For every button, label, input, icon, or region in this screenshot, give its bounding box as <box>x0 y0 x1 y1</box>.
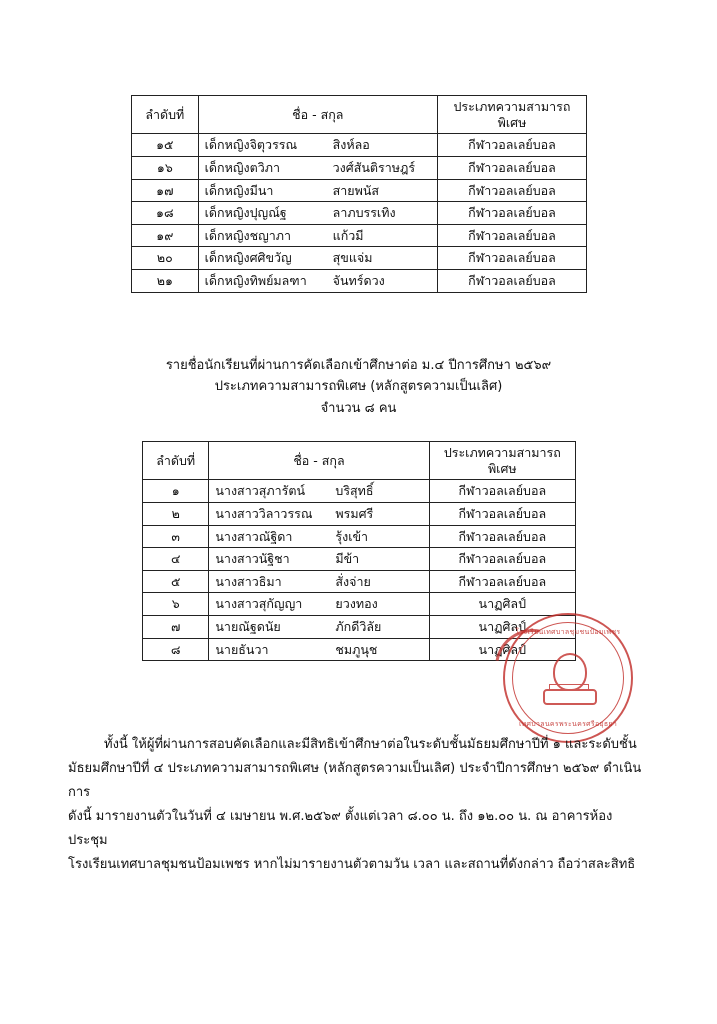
cell-lastname: ยวงทอง <box>335 596 378 612</box>
cell-order: ๑๖ <box>132 156 199 179</box>
cell-lastname: สุขแจ่ม <box>332 250 373 266</box>
cell-lastname: ชมภูนุช <box>335 641 378 657</box>
cell-firstname: เด็กหญิงตวิภา <box>204 159 281 175</box>
table-row <box>143 570 576 593</box>
cell-skill: นาฏศิลป์ <box>429 593 575 616</box>
footer-line-3: ดังนี้ มารายงานตัวในวันที่ ๔ เมษายน พ.ศ.๒๕๖๙ ตั้งแต่เวลา ๘.๐๐ น. ถึง ๑๒.๐๐ น. ณ อาคารห้องประชุม <box>68 809 613 849</box>
table-row <box>132 224 587 247</box>
cell-name <box>198 202 437 225</box>
cell-name <box>198 247 437 270</box>
table-row <box>132 179 587 202</box>
table-row <box>143 593 576 616</box>
cell-lastname: บริสุทธิ์ <box>335 483 374 499</box>
cell-lastname: ลาภบรรเทิง <box>332 205 396 221</box>
cell-order: ๓ <box>143 525 209 548</box>
table-header-row <box>132 96 587 134</box>
cell-firstname: เด็กหญิงปุญณ์ฐ <box>204 205 287 221</box>
cell-firstname: เด็กหญิงศศิขวัญ <box>204 250 292 266</box>
cell-name <box>209 525 429 548</box>
cell-skill: นาฏศิลป์ <box>429 616 575 639</box>
cell-firstname: นายธันวา <box>215 641 269 657</box>
cell-order: ๒ <box>143 502 209 525</box>
cell-firstname: เด็กหญิงจิตุวรรณ <box>204 137 298 153</box>
cell-firstname: นางสาวธิมา <box>215 573 282 589</box>
cell-firstname: เด็กหญิงชญาภา <box>204 227 292 243</box>
table-row <box>132 270 587 293</box>
cell-order: ๘ <box>143 638 209 661</box>
section-heading <box>0 355 717 419</box>
cell-name <box>198 270 437 293</box>
footer-line-1 <box>68 733 648 757</box>
cell-name <box>209 548 429 571</box>
table-row <box>132 202 587 225</box>
students-table-m4-container <box>142 441 576 661</box>
cell-lastname: สิงห์ลอ <box>332 137 370 153</box>
cell-firstname: เด็กหญิงทิพย์มลฑา <box>204 273 307 288</box>
cell-skill: กีฬาวอลเลย์บอล <box>437 134 586 157</box>
heading-line-3: จำนวน ๘ คน <box>320 400 397 416</box>
cell-order: ๒๐ <box>132 247 199 270</box>
cell-lastname: วงศ์สันติราษฎร์ <box>332 159 416 175</box>
header-name: ชื่อ - สกุล <box>198 96 437 134</box>
cell-order: ๑๘ <box>132 202 199 225</box>
header-order: ลำดับที่ <box>143 442 209 480</box>
cell-lastname: มีข้า <box>335 551 360 567</box>
table-row <box>143 616 576 639</box>
table-header-row <box>143 442 576 480</box>
cell-name <box>209 502 429 525</box>
footer-line-4: โรงเรียนเทศบาลชุมชนป้อมเพชร หากไม่มารายงานตัวตามวัน เวลา และสถานที่ดังกล่าว ถือว่าสละสิทธิ <box>68 857 636 873</box>
cell-name <box>198 179 437 202</box>
table-row <box>143 480 576 503</box>
cell-order: ๑๗ <box>132 179 199 202</box>
cell-order: ๒๑ <box>132 270 199 293</box>
table-row <box>143 502 576 525</box>
cell-skill: กีฬาวอลเลย์บอล <box>429 525 575 548</box>
cell-skill: กีฬาวอลเลย์บอล <box>437 202 586 225</box>
cell-skill: กีฬาวอลเลย์บอล <box>437 156 586 179</box>
cell-name <box>209 480 429 503</box>
cell-skill: กีฬาวอลเลย์บอล <box>437 247 586 270</box>
cell-skill: กีฬาวอลเลย์บอล <box>429 548 575 571</box>
students-table-m1-container <box>131 95 587 293</box>
cell-skill: กีฬาวอลเลย์บอล <box>429 570 575 593</box>
table-row <box>143 548 576 571</box>
cell-order: ๕ <box>143 570 209 593</box>
cell-lastname: สั่งจ่าย <box>335 573 371 589</box>
header-skill: ประเภทความสามารถพิเศษ <box>429 442 575 480</box>
cell-name <box>209 616 429 639</box>
cell-firstname: นายณัฐดนัย <box>215 619 281 634</box>
heading-line-1: รายชื่อนักเรียนที่ผ่านการคัดเลือกเข้าศึกษาต่อ ม.๔ ปีการศึกษา ๒๕๖๙ <box>165 358 552 373</box>
table-row <box>132 156 587 179</box>
cell-firstname: นางสาวสุกัญญา <box>215 596 303 612</box>
cell-skill: กีฬาวอลเลย์บอล <box>437 270 586 293</box>
cell-firstname: นางสาวณัฐิดา <box>215 528 293 544</box>
seal-bottom-text: เทศบาลนครพระนครศรีอยุธยา <box>518 720 618 728</box>
seal-top-text: โรงเรียนเทศบาลชุมชนป้อมเพชร <box>515 628 621 636</box>
cell-order: ๖ <box>143 593 209 616</box>
header-skill: ประเภทความสามารถพิเศษ <box>437 96 586 134</box>
cell-firstname: นางสาวนัฐิชา <box>215 551 290 567</box>
cell-order: ๑๕ <box>132 134 199 157</box>
table-row <box>132 134 587 157</box>
footer-paragraph <box>68 733 648 877</box>
table-row <box>132 247 587 270</box>
cell-name <box>209 593 429 616</box>
cell-name <box>209 638 429 661</box>
header-order: ลำดับที่ <box>132 96 199 134</box>
cell-skill: นาฏศิลป์ <box>429 638 575 661</box>
students-table-m4 <box>142 441 576 661</box>
table-row <box>143 638 576 661</box>
cell-firstname: นางสาววิลาวรรณ <box>215 505 313 521</box>
cell-order: ๗ <box>143 616 209 639</box>
cell-lastname: พรมศรี <box>335 505 374 521</box>
cell-lastname: รุ้งเข้า <box>335 528 369 544</box>
cell-skill: กีฬาวอลเลย์บอล <box>429 480 575 503</box>
cell-firstname: เด็กหญิงมีนา <box>204 182 274 198</box>
heading-line-2: ประเภทความสามารถพิเศษ (หลักสูตรความเป็นเลิศ) <box>214 379 503 395</box>
cell-name <box>198 134 437 157</box>
cell-lastname: ภักดีวิลัย <box>335 619 382 634</box>
cell-lastname: จันทร์ดวง <box>332 273 385 288</box>
students-table-m1 <box>131 95 587 293</box>
cell-skill: กีฬาวอลเลย์บอล <box>437 179 586 202</box>
cell-skill: กีฬาวอลเลย์บอล <box>429 502 575 525</box>
footer-line-2: มัธยมศึกษาปีที่ ๔ ประเภทความสามารถพิเศษ (หลักสูตรความเป็นเลิศ) ประจำปีการศึกษา ๒๕๖๙ ดำเนินการ <box>68 761 642 801</box>
footer-line-1-text: ทั้งนี้ ให้ผู้ที่ผ่านการสอบคัดเลือกและมีสิทธิเข้าศึกษาต่อในระดับชั้นมัธยมศึกษาปีที่ ๑ และระดับชั้น <box>104 737 637 752</box>
cell-name <box>198 224 437 247</box>
cell-name <box>209 570 429 593</box>
cell-lastname: แก้วมี <box>332 227 364 243</box>
cell-order: ๑๙ <box>132 224 199 247</box>
cell-order: ๑ <box>143 480 209 503</box>
cell-firstname: นางสาวสุภารัตน์ <box>215 483 305 499</box>
cell-skill: กีฬาวอลเลย์บอล <box>437 224 586 247</box>
cell-order: ๔ <box>143 548 209 571</box>
cell-lastname: สายพนัส <box>332 182 380 198</box>
cell-name <box>198 156 437 179</box>
table-row <box>143 525 576 548</box>
header-name: ชื่อ - สกุล <box>209 442 429 480</box>
